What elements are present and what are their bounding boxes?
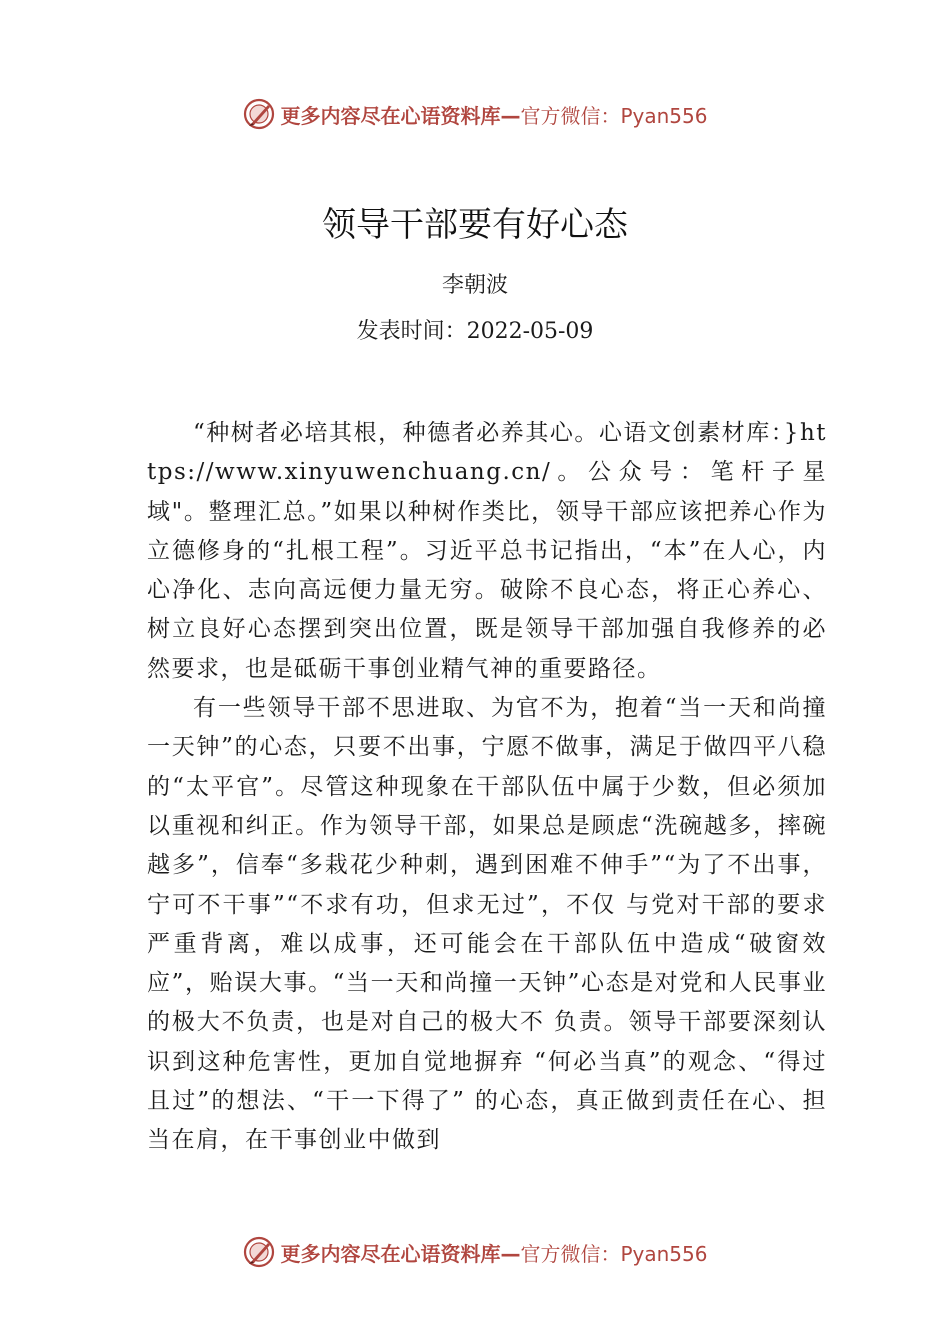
header-slogan: 更多内容尽在心语资料库— bbox=[280, 103, 521, 128]
header-wechat-contact: 官方微信：Pyan556 bbox=[520, 103, 708, 128]
footer-wechat-contact: 官方微信：Pyan556 bbox=[520, 1241, 708, 1266]
quill-seal-icon bbox=[242, 97, 276, 131]
footer-slogan: 更多内容尽在心语资料库— bbox=[280, 1241, 521, 1266]
publish-date-value: 2022-05-09 bbox=[466, 319, 594, 344]
article-paragraph: 有一些领导干部不思进取、为官不为，抱着“当一天和尚撞一天钟”的心态，只要不出事，宁愿不做事，满足于做四平八稳的“太平官”。尽管这种现象在干部队伍中属于少数，但必须加以重视和纠正。作为领导干部，如果总是顾虑“洗碗越多，摔碗越多”，信奉“多栽花少种刺，遇到困难不伸手”“为了不出事，宁可不干事”“不求有功，但求无过”，不仅 与党对干部的要求严重背离，难以成事，还可能会在干部队伍中造成“破窗效应”，贻误大事。“当一天和尚撞一天钟”心态是对党和人民事业的极大不负责，也是对自己的极大不 负责。领导干部要深刻认识到这种危害性，更加自觉地摒弃 “何必当真”的观念、“得过且过”的想法、“干一下得了” 的心态，真正做到责任在心、担当在肩，在干事创业中做到 bbox=[147, 695, 827, 1154]
article-body bbox=[147, 414, 827, 1161]
publish-date-label: 发表时间： bbox=[356, 319, 467, 344]
publish-date-line bbox=[0, 314, 950, 350]
article-paragraph: “种树者必培其根，种德者必养其心。心语文创素材库：}https://www.xinyuwenchuang.cn/。公众号：笔杆子星域"。整理汇总。”如果以种树作类比，领导干部应该把养心作为立德修身的“扎根工程”。习近平总书记指出，“本”在人心，内心净化、志向高远便力量无穷。破除不良心态，将正心养心、树立良好心态摆到突出位置，既是领导干部加强自我修养的必然要求，也是砥砺干事创业精气神的重要路径。 bbox=[147, 420, 827, 682]
footer-watermark-banner bbox=[0, 1232, 950, 1272]
article-author: 李朝波 bbox=[441, 273, 508, 298]
quill-seal-icon bbox=[242, 1235, 276, 1269]
article-title: 领导干部要有好心态 bbox=[322, 205, 628, 245]
header-watermark-banner bbox=[0, 94, 950, 134]
